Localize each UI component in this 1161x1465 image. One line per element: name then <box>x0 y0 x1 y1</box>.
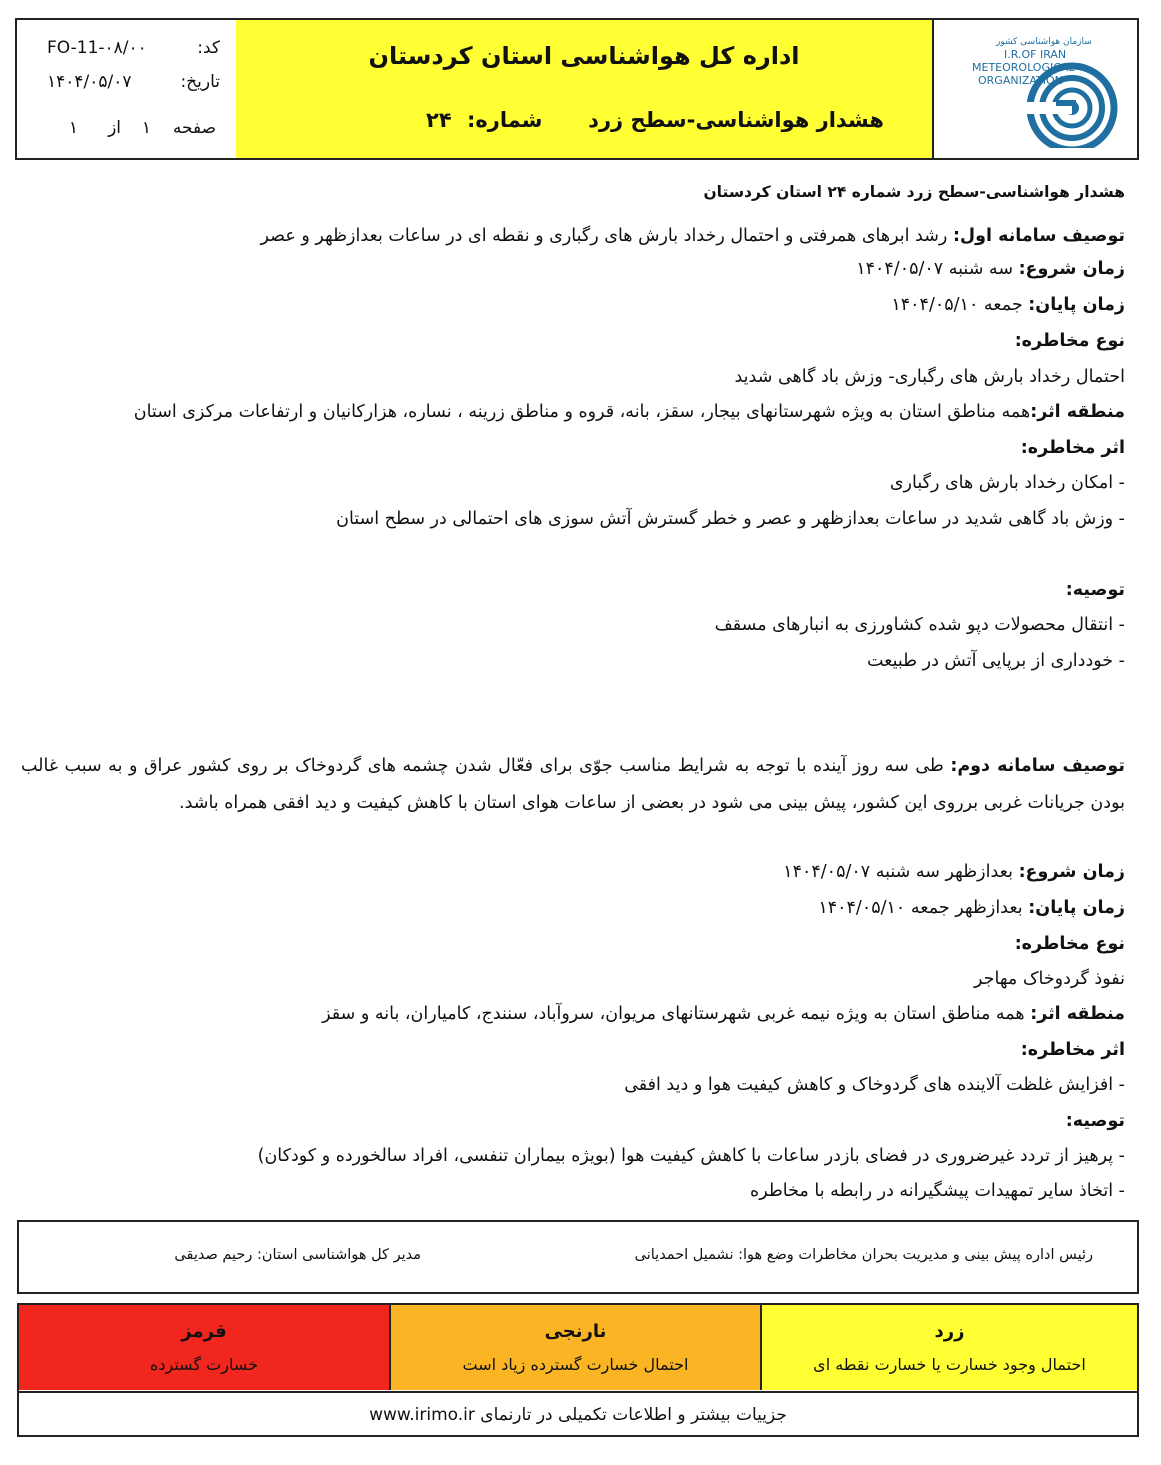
system2-hazard-type: نفوذ گردوخاک مهاجر <box>974 969 1125 989</box>
date-label: تاریخ: <box>180 72 220 92</box>
system1-area-text: همه مناطق استان به ویژه شهرستانهای بیجار، سقز، بانه، قروه و مناطق زرینه ، نساره، هزارکانیان و ارتفاعات مرکزی استان <box>133 402 1031 422</box>
legend-yellow <box>762 1305 1137 1390</box>
system1-desc-label: توصیف سامانه اول: <box>952 226 1125 246</box>
warning-title: هشدار هواشناسی-سطح زرد <box>588 108 884 132</box>
system1-description <box>261 224 1125 248</box>
system1-area <box>134 400 1125 424</box>
system1-end-value: جمعه ۱۴۰۴/۰۵/۱۰ <box>891 295 1023 315</box>
system2-area-label: منطقه اثر: <box>1030 1004 1125 1024</box>
legend-red <box>19 1305 389 1390</box>
system2-advice-label: توصیه: <box>1065 1111 1125 1131</box>
system2-start-label: زمان شروع: <box>1018 862 1125 882</box>
logo-org-en-2: METEOROLOGICAL <box>972 61 1075 74</box>
warning-number <box>426 108 550 132</box>
page-number: ۱ <box>141 118 151 138</box>
system1-advice-item: - انتقال محصولات دپو شده کشاورزی به انبارهای مسقف <box>714 615 1125 635</box>
meta-cell <box>17 20 236 158</box>
document-heading: هشدار هواشناسی-سطح زرد شماره ۲۴ استان کردستان <box>703 183 1125 201</box>
warning-number-label: شماره: <box>466 108 543 132</box>
legend-yellow-desc: احتمال وجود خسارت یا خسارت نقطه ای <box>813 1355 1086 1374</box>
organization-title: اداره کل هواشناسی استان کردستان <box>368 42 800 70</box>
signature-box <box>17 1220 1139 1294</box>
legend-orange-title: نارنجی <box>544 1321 607 1342</box>
system1-effect-label: اثر مخاطره: <box>1020 438 1125 458</box>
system2-end-label: زمان پایان: <box>1028 898 1125 918</box>
system1-hazard-type: احتمال رخداد بارش های رگباری- وزش باد گاهی شدید <box>734 367 1125 387</box>
system2-description <box>21 748 1125 822</box>
page-label: صفحه <box>172 118 216 138</box>
system2-end-value: بعدازظهر جمعه ۱۴۰۴/۰۵/۱۰ <box>818 898 1023 918</box>
date-value: ۱۴۰۴/۰۵/۰۷ <box>47 72 132 92</box>
warning-level-legend <box>17 1303 1139 1437</box>
code-value: FO-11-۰۸/۰۰ <box>47 38 147 58</box>
logo-org-en-3: ORGANIZATION <box>978 74 1063 87</box>
system1-desc-text: رشد ابرهای همرفتی و احتمال رخداد بارش های رگباری و نقطه ای در ساعات بعدازظهر و عصر <box>260 226 948 246</box>
legend-orange <box>389 1305 762 1390</box>
system2-effect-label: اثر مخاطره: <box>1020 1040 1125 1060</box>
title-cell <box>234 20 932 158</box>
forecast-head-signature: رئیس اداره پیش بینی و مدیریت بحران مخاطرات وضع هوا: نشمیل احمدیانی <box>634 1247 1093 1263</box>
system2-desc-label: توصیف سامانه دوم: <box>950 756 1125 776</box>
system1-start-value: سه شنبه ۱۴۰۴/۰۵/۰۷ <box>856 259 1013 279</box>
website-footer: جزییات بیشتر و اطلاعات تکمیلی در تارنمای www.irimo.ir <box>19 1391 1137 1435</box>
code-label: کد: <box>197 38 220 58</box>
legend-red-desc: خسارت گسترده <box>150 1355 258 1374</box>
director-signature: مدیر کل هواشناسی استان: رحیم صدیقی <box>174 1247 421 1263</box>
system2-effect-item: - افزایش غلظت آلاینده های گردوخاک و کاهش کیفیت هوا و دید افقی <box>624 1075 1125 1095</box>
system1-area-label: منطقه اثر: <box>1030 402 1125 422</box>
system1-effect-item: - امکان رخداد بارش های رگباری <box>889 473 1125 493</box>
system2-start <box>783 860 1125 884</box>
system2-desc-text: طی سه روز آینده با توجه به شرایط مناسب جوّی برای فعّال شدن چشمه های گردوخاک بر روی کشور عراق و به سبب غالب بودن جریانات غربی برروی این کشور، پیش بینی می شود در بعضی از ساعات هوای استان با کاهش کیفیت و دید افقی همراه باشد. <box>21 756 1125 813</box>
page-of-label: از <box>108 118 121 138</box>
system2-hazard-type-label: نوع مخاطره: <box>1014 934 1125 954</box>
system2-advice-item: - پرهیز از تردد غیرضروری در فضای بازدر ساعات با کاهش کیفیت هوا (بویژه بیماران تنفسی، افراد سالخورده و کودکان) <box>257 1146 1125 1166</box>
system2-advice-item: - اتخاذ سایر تمهیدات پیشگیرانه در رابطه با مخاطره <box>750 1181 1125 1201</box>
page-total: ۱ <box>68 118 78 138</box>
logo-org-en-1: I.R.OF IRAN <box>1004 48 1067 61</box>
logo-org-fa: سازمان هواشناسی کشور <box>996 37 1092 47</box>
document-header <box>15 18 1139 160</box>
system1-effect-item: - وزش باد گاهی شدید در ساعات بعدازظهر و عصر و خطر گسترش آتش سوزی های احتمالی در سطح استان <box>336 509 1125 529</box>
legend-orange-desc: احتمال خسارت گسترده زیاد است <box>462 1355 689 1374</box>
system2-start-value: بعدازظهر سه شنبه ۱۴۰۴/۰۵/۰۷ <box>783 862 1013 882</box>
system2-area-text: همه مناطق استان به ویژه نیمه غربی شهرستانهای مریوان، سروآباد، سنندج، کامیاران، بانه و سقز <box>322 1004 1025 1024</box>
system1-start-label: زمان شروع: <box>1018 259 1125 279</box>
logo-cell <box>932 20 1137 158</box>
system1-advice-item: - خودداری از برپایی آتش در طبیعت <box>866 651 1125 671</box>
system2-end <box>818 896 1125 920</box>
warning-number-value: ۲۴ <box>426 108 452 132</box>
legend-red-title: قرمز <box>181 1321 227 1342</box>
system1-end <box>891 293 1125 317</box>
system1-advice-label: توصیه: <box>1065 580 1125 600</box>
system1-hazard-type-label: نوع مخاطره: <box>1014 331 1125 351</box>
legend-yellow-title: زرد <box>934 1321 965 1342</box>
system1-start <box>856 257 1125 281</box>
system2-area <box>322 1002 1125 1026</box>
system1-end-label: زمان پایان: <box>1028 295 1125 315</box>
